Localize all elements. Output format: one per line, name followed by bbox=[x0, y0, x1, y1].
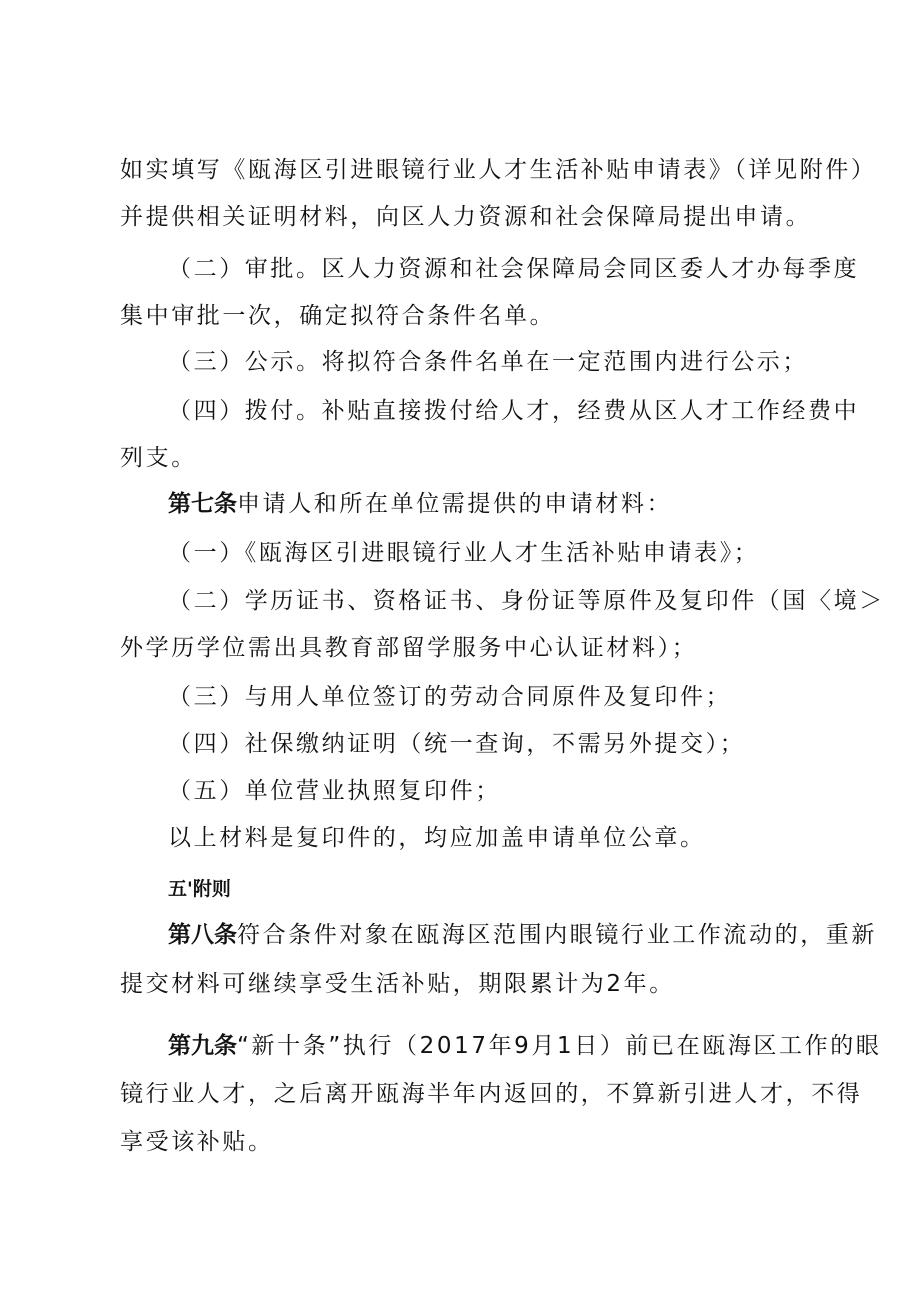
article-7-line bbox=[168, 490, 672, 518]
paragraph-line: （一）《瓯海区引进眼镜行业人才生活补贴申请表》； bbox=[168, 540, 760, 566]
paragraph-line: （三）与用人单位签订的劳动合同原件及复印件； bbox=[168, 684, 732, 710]
article-8-line bbox=[168, 921, 877, 949]
paragraph-line: 享受该补贴。 bbox=[120, 1129, 274, 1155]
article-text: 符合条件对象在瓯海区范围内眼镜行业工作流动的，重新 bbox=[237, 922, 877, 948]
paragraph-line: （二）学历证书、资格证书、身份证等原件及复印件（国〈境＞ bbox=[168, 588, 885, 614]
paragraph-line: 集中审批一次，确定拟符合条件名单。 bbox=[120, 303, 556, 329]
paragraph-line: 列支。 bbox=[120, 445, 197, 471]
article-text: “新十条”执行（2017年9月1日）前已在瓯海区工作的眼 bbox=[237, 1033, 882, 1059]
section-heading: 五'附则 bbox=[168, 878, 231, 900]
article-number: 第八条 bbox=[168, 922, 237, 948]
paragraph-line: （二）审批。区人力资源和社会保障局会同区委人才办每季度 bbox=[168, 256, 860, 282]
paragraph-line: 镜行业人才，之后离开瓯海半年内返回的，不算新引进人才，不得 bbox=[120, 1081, 863, 1107]
paragraph-line: 提交材料可继续享受生活补贴，期限累计为2年。 bbox=[120, 971, 675, 997]
paragraph-line: 如实填写《瓯海区引进眼镜行业人才生活补贴申请表》（详见附件） bbox=[120, 157, 877, 183]
paragraph-line: （五）单位营业执照复印件； bbox=[168, 778, 501, 804]
paragraph-line: 以上材料是复印件的，均应加盖申请单位公章。 bbox=[168, 825, 706, 851]
paragraph-line: （四）社保缴纳证明（统一查询，不需另外提交）； bbox=[168, 731, 746, 757]
paragraph-line: （四）拨付。补贴直接拨付给人才，经费从区人才工作经费中 bbox=[168, 398, 860, 424]
paragraph-line: 外学历学位需出具教育部留学服务中心认证材料）； bbox=[120, 635, 698, 661]
article-number: 第九条 bbox=[168, 1033, 237, 1059]
article-text: 申请人和所在单位需提供的申请材料： bbox=[237, 491, 673, 517]
paragraph-line: （三）公示。将拟符合条件名单在一定范围内进行公示； bbox=[168, 349, 808, 375]
article-number: 第七条 bbox=[168, 491, 237, 517]
paragraph-line: 并提供相关证明材料，向区人力资源和社会保障局提出申请。 bbox=[120, 204, 812, 230]
article-9-line bbox=[168, 1032, 881, 1060]
